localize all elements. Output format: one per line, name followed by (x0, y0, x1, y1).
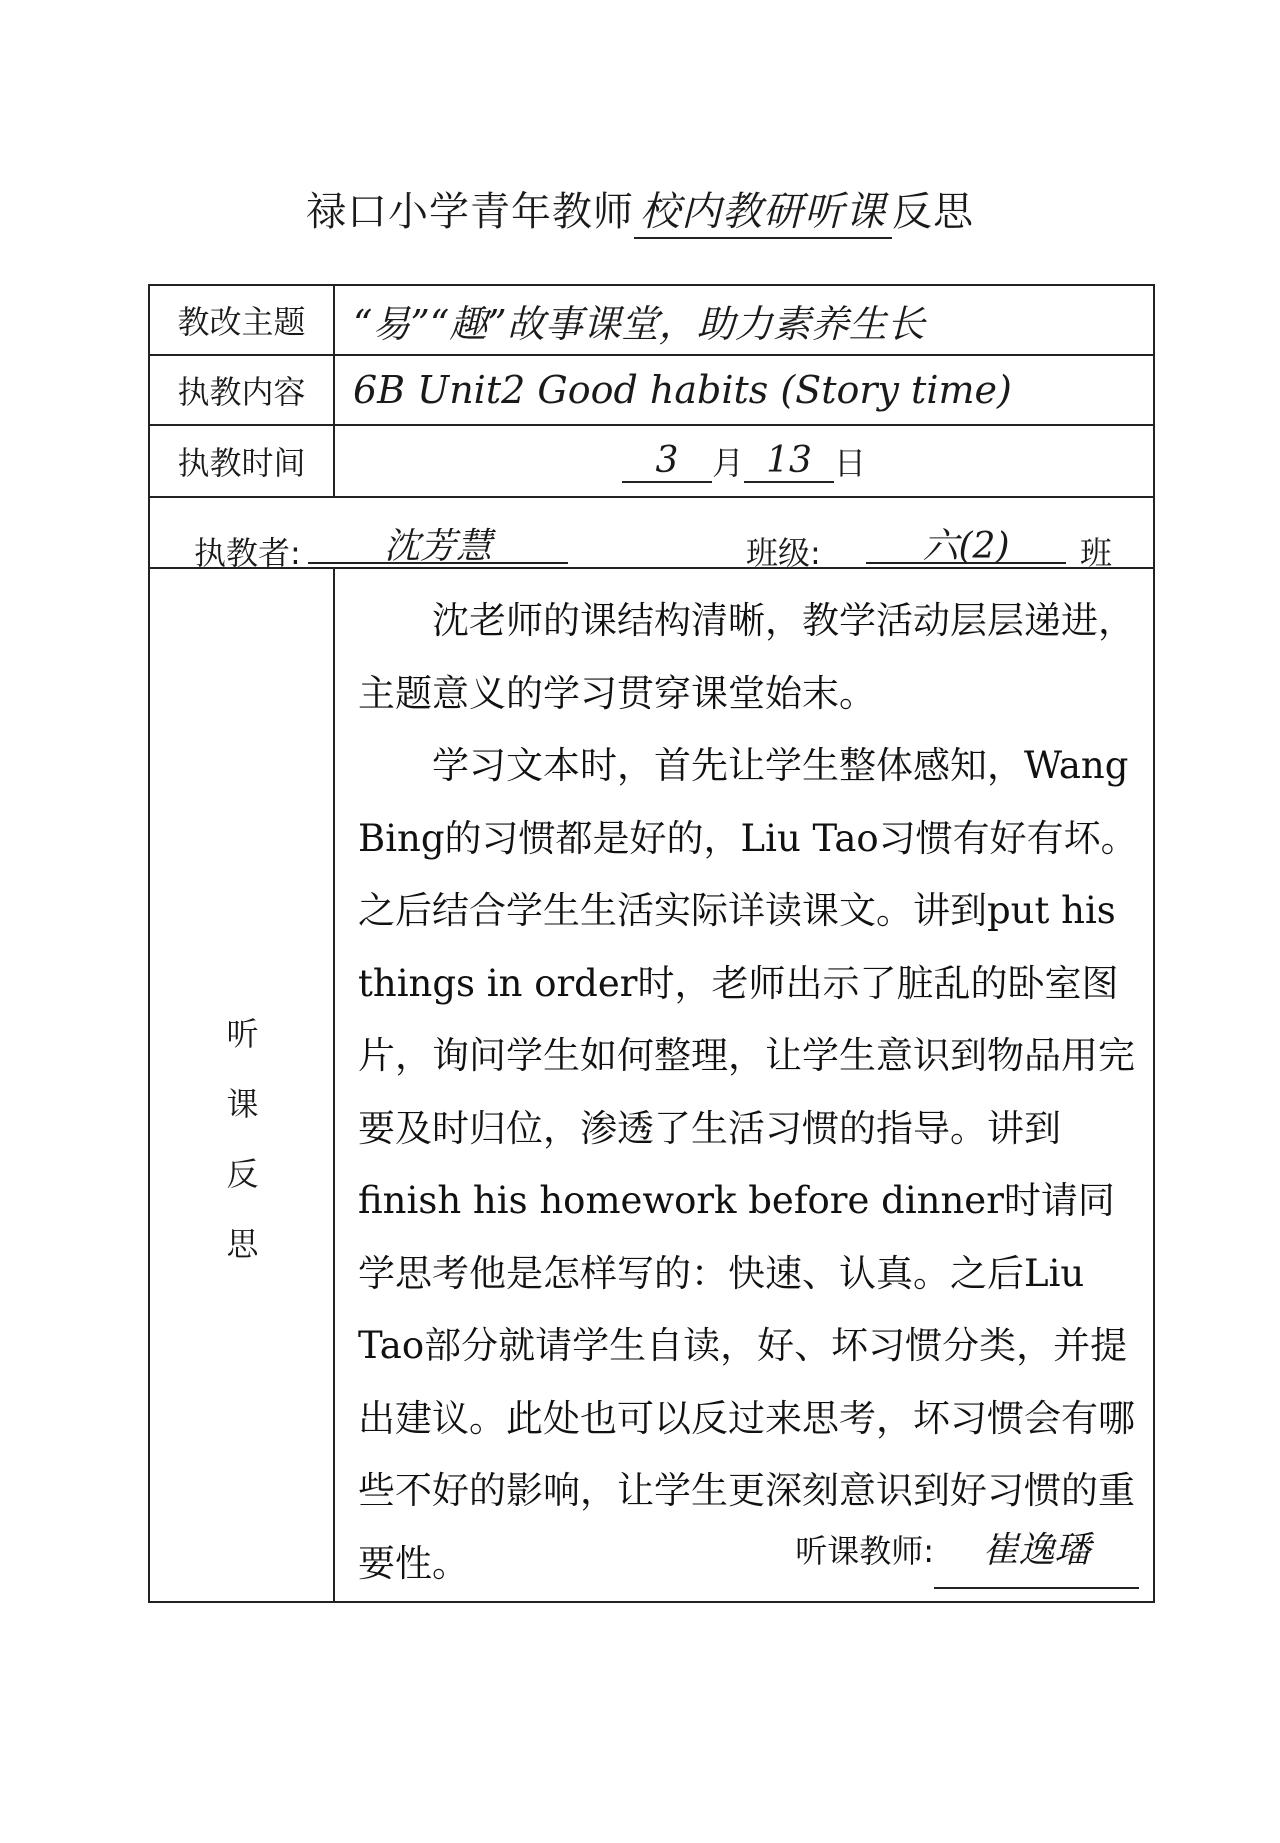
title-main: 禄口小学青年教师 (306, 189, 634, 235)
time-value (335, 426, 1153, 496)
day-blank: 13 (744, 440, 834, 483)
reflection-paragraph: 沈老师的课结构清晰，教学活动层层递进，主题意义的学习贯穿课堂始末。 (358, 599, 1135, 715)
reflection-label (150, 999, 335, 1279)
teacher-row (150, 498, 1153, 572)
reflection-label-char: 听 (226, 1015, 259, 1053)
class-unit: 班 (1080, 534, 1113, 572)
content-label: 执教内容 (150, 356, 335, 424)
observer-signature (795, 1515, 1139, 1590)
month-blank: 3 (622, 440, 712, 483)
theme-row (150, 286, 1153, 356)
theme-label: 教改主题 (150, 286, 335, 354)
page-title (0, 180, 1280, 239)
reflection-label-char: 思 (226, 1225, 259, 1263)
title-suffix: 反思 (892, 189, 974, 235)
reflection-label-char: 反 (226, 1155, 259, 1193)
reflection-form (148, 284, 1155, 1603)
observer-label: 听课教师: (795, 1531, 934, 1570)
class-value: 六(2) (866, 518, 1066, 564)
observer-name: 崔逸璠 (934, 1515, 1139, 1590)
theme-value: “易”“趣”故事课堂，助力素养生长 (353, 301, 925, 346)
day-unit: 日 (834, 444, 867, 482)
title-filled-blank: 校内教研听课 (634, 180, 892, 239)
teacher-label: 执教者: (194, 534, 301, 572)
teacher-name: 沈芳慧 (308, 518, 568, 564)
content-row (150, 356, 1153, 426)
time-label: 执教时间 (150, 426, 335, 496)
time-row (150, 426, 1153, 498)
reflection-label-char: 课 (226, 1085, 259, 1123)
class-label: 班级: (746, 534, 821, 572)
reflection-paragraph: 学习文本时，首先让学生整体感知，Wang Bing的习惯都是好的，Liu Tao习惯有好有坏。之后结合学生生活实际详读课文。讲到put his things in order时，老师出示了脏乱的卧室图片，询问学生如何整理，让学生意识到物品用完要及时归位，渗透了生活习惯的指导。讲到finish his homework before dinner时请同学思考他是怎样写的：快速、认真。之后Liu Tao部分就请学生自读，好、坏习惯分类，并提出建议。此处也可以反过来思考，坏习惯会有哪些不好的影响，让学生更深刻意识到好习惯的重要性。 (358, 744, 1138, 1585)
content-value: 6B Unit2 Good habits (Story time) (353, 368, 1012, 412)
reflection-body (340, 569, 1153, 1601)
reflection-label-cell (150, 569, 335, 1601)
month-unit: 月 (711, 444, 744, 482)
